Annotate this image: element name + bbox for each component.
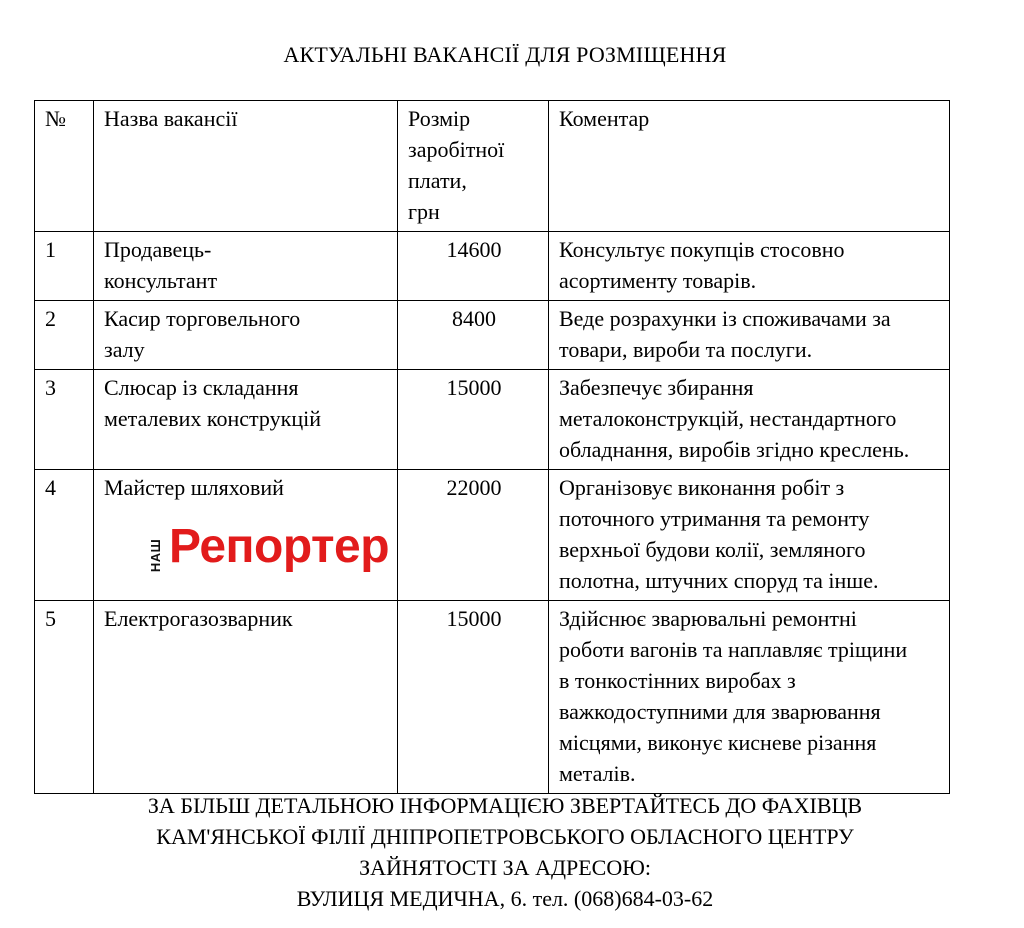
comment-line: металів. <box>559 761 636 786</box>
table-row <box>35 370 950 470</box>
row-number: 3 <box>35 370 94 470</box>
row-vacancy-name <box>94 370 398 470</box>
row-comment <box>549 470 950 601</box>
name-line: Продавець- <box>104 237 212 262</box>
footer-line: ЗАЙНЯТОСТІ ЗА АДРЕСОЮ: <box>359 855 651 880</box>
page-title: АКТУАЛЬНІ ВАКАНСІЇ ДЛЯ РОЗМІЩЕННЯ <box>283 42 727 67</box>
header-salary <box>398 101 549 232</box>
row-vacancy-name <box>94 301 398 370</box>
name-line: Електрогазозварник <box>104 606 293 631</box>
name-line: металевих конструкцій <box>104 406 321 431</box>
header-salary-line: плати, <box>408 168 467 193</box>
vacancies-table <box>34 100 950 794</box>
comment-line: Веде розрахунки із споживачами за <box>559 306 891 331</box>
row-comment <box>549 232 950 301</box>
comment-line: обладнання, виробів згідно креслень. <box>559 437 910 462</box>
header-comment: Коментар <box>549 101 950 232</box>
name-line: Касир торговельного <box>104 306 301 331</box>
comment-line: Консультує покупців стосовно <box>559 237 845 262</box>
name-line: консультант <box>104 268 218 293</box>
header-vacancy-name: Назва вакансії <box>94 101 398 232</box>
contact-footer <box>0 790 1010 914</box>
footer-line: КАМ'ЯНСЬКОЇ ФІЛІЇ ДНІПРОПЕТРОВСЬКОГО ОБЛАСНОГО ЦЕНТРУ <box>156 824 854 849</box>
comment-line: роботи вагонів та наплавляє тріщини <box>559 637 908 662</box>
comment-line: Забезпечує збирання <box>559 375 754 400</box>
comment-line: Організовує виконання робіт з <box>559 475 845 500</box>
row-vacancy-name <box>94 470 398 601</box>
row-salary: 14600 <box>398 232 549 301</box>
header-salary-line: Розмір <box>408 106 471 131</box>
row-number: 2 <box>35 301 94 370</box>
table-row <box>35 301 950 370</box>
comment-line: металоконструкцій, нестандартного <box>559 406 897 431</box>
header-number: № <box>35 101 94 232</box>
row-vacancy-name <box>94 232 398 301</box>
table-header-row <box>35 101 950 232</box>
row-comment <box>549 301 950 370</box>
row-salary: 8400 <box>398 301 549 370</box>
row-salary: 15000 <box>398 370 549 470</box>
footer-line: ЗА БІЛЬШ ДЕТАЛЬНОЮ ІНФОРМАЦІЄЮ ЗВЕРТАЙТЕСЬ ДО ФАХІВЦВ <box>147 793 863 818</box>
comment-line: Здійснює зварювальні ремонтні <box>559 606 857 631</box>
comment-line: важкодоступними для зварювання <box>559 699 881 724</box>
row-number: 5 <box>35 601 94 794</box>
comment-line: в тонкостінних виробах з <box>559 668 796 693</box>
comment-line: полотна, штучних споруд та інше. <box>559 568 879 593</box>
logo-side-text: НАШ <box>148 538 164 573</box>
row-number: 1 <box>35 232 94 301</box>
comment-line: місцями, виконує кисневе різання <box>559 730 877 755</box>
header-salary-line: заробітної <box>408 137 505 162</box>
table-row <box>35 601 950 794</box>
name-line: Слюсар із складання <box>104 375 299 400</box>
name-line: Майстер шляховий <box>104 475 284 500</box>
comment-line: верхньої будови колії, земляного <box>559 537 866 562</box>
logo-main-text: Репортер <box>169 520 390 573</box>
comment-line: асортименту товарів. <box>559 268 757 293</box>
row-number: 4 <box>35 470 94 601</box>
row-salary: 15000 <box>398 601 549 794</box>
row-salary: 22000 <box>398 470 549 601</box>
name-line: залу <box>104 337 145 362</box>
table-row <box>35 470 950 601</box>
reporter-logo <box>148 520 503 573</box>
footer-line: ВУЛИЦЯ МЕДИЧНА, 6. тел. (068)684-03-62 <box>296 886 714 911</box>
row-comment <box>549 370 950 470</box>
row-vacancy-name <box>94 601 398 794</box>
header-salary-line: грн <box>408 199 440 224</box>
table-row <box>35 232 950 301</box>
row-comment <box>549 601 950 794</box>
comment-line: поточного утримання та ремонту <box>559 506 870 531</box>
comment-line: товари, вироби та послуги. <box>559 337 813 362</box>
